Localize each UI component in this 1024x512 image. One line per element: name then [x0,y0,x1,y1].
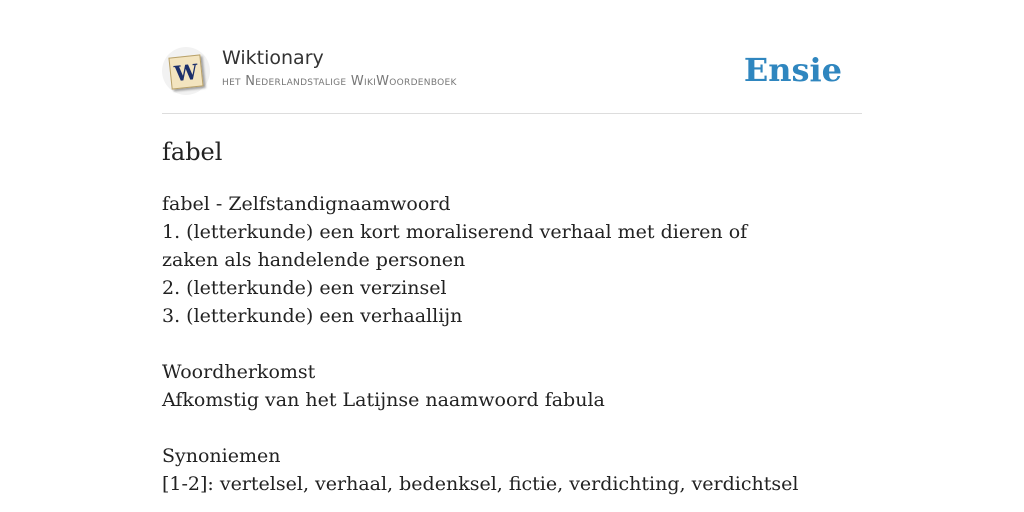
spacer [162,330,862,358]
logo-letter-graphic [170,56,203,89]
svg-text:W: W [173,58,200,87]
definition-item: 3. (letterkunde) een verhaallijn [162,305,463,327]
spacer [162,414,862,442]
entry-content [162,190,862,498]
header-divider [162,113,862,114]
ensie-logo-link[interactable]: Ensie [743,51,842,89]
synonyms-label: Synoniemen [162,445,281,467]
etymology-text: Afkomstig van het Latijnse naamwoord fabula [162,389,605,411]
brand-tagline: het Nederlandstalige WikiWoordenboek [222,74,457,89]
definition-item: 1. (letterkunde) een kort moraliserend verhaal met dieren of zaken als handelende personen [162,221,748,271]
site-header [162,44,862,98]
wiktionary-logo-icon[interactable] [162,47,210,95]
page-title: fabel [162,138,223,166]
synonyms-text: [1-2]: vertelsel, verhaal, bedenksel, fictie, verdichting, verdichtsel [162,473,799,495]
logo-tile [168,54,203,89]
entry-heading: fabel - Zelfstandignaamwoord [162,193,451,215]
brand-title[interactable]: Wiktionary [222,47,324,69]
etymology-label: Woordherkomst [162,361,316,383]
definition-item: 2. (letterkunde) een verzinsel [162,277,447,299]
